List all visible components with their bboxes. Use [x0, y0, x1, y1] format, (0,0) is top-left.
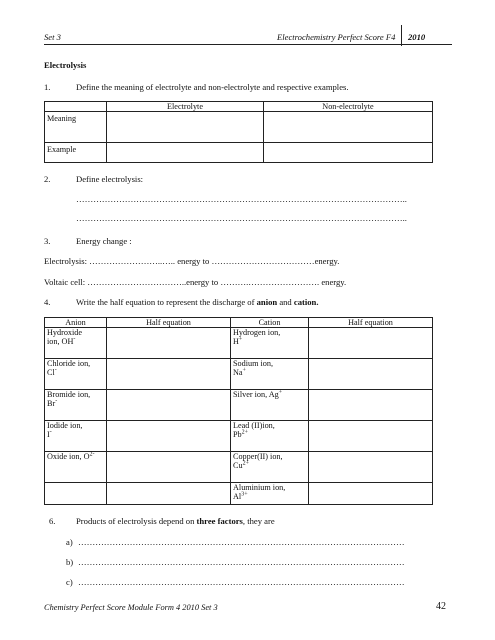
aluminium-half-equation[interactable] — [309, 483, 433, 505]
half-equation-table — [44, 317, 433, 505]
q4-text-pre: Write the half equation to represent the discharge of — [76, 297, 257, 307]
header-set: Set 3 — [44, 32, 61, 42]
q4-text-cation: cation. — [293, 297, 319, 307]
q2-number: 2. — [44, 174, 51, 184]
electrolyte-table-corner — [45, 102, 107, 112]
voltaic-fill-2[interactable]: ……….……………………. — [220, 277, 320, 287]
q2-text: Define electrolysis: — [76, 174, 144, 184]
voltaic-end: energy. — [321, 277, 347, 287]
q6-item-a-label: a) — [66, 537, 73, 547]
electrolysis-mid: energy to — [177, 256, 210, 266]
q6-text — [76, 516, 275, 526]
cation-hydrogen: Hydrogen ion, H+ — [231, 328, 309, 359]
q4-number: 4. — [44, 297, 51, 307]
q6-item-a-answer[interactable]: …………………………………………………………………………………………………… — [78, 537, 405, 547]
silver-half-equation[interactable] — [309, 390, 433, 421]
q6-item-b-answer[interactable]: …………………………………………………………………………………………………… — [78, 557, 405, 567]
cation-sodium: Sodium ion, Na+ — [231, 359, 309, 390]
voltaic-fill-1[interactable]: …………………………….. — [87, 277, 187, 287]
header-half-equation-anion: Half equation — [107, 318, 231, 328]
q2-answer-line-2[interactable]: …………………………………………………………………………………………………….. — [76, 213, 407, 223]
voltaic-label: Voltaic cell: — [44, 277, 86, 287]
page-number: 42 — [436, 601, 446, 612]
q6-text-bold: three factors — [196, 516, 243, 526]
header-cation: Cation — [231, 318, 309, 328]
q6-number: 6. — [49, 516, 56, 526]
electrolyte-table-header-electrolyte: Electrolyte — [107, 102, 264, 112]
sodium-half-equation[interactable] — [309, 359, 433, 390]
anion-hydroxide: Hydroxide ion, OH- — [45, 328, 107, 359]
iodide-half-equation[interactable] — [107, 421, 231, 452]
oxide-half-equation[interactable] — [107, 452, 231, 483]
bromide-half-equation[interactable] — [107, 390, 231, 421]
q1-text: Define the meaning of electrolyte and non-electrolyte and respective examples. — [76, 82, 349, 92]
electrolysis-end: energy. — [314, 256, 340, 266]
q3-text: Energy change : — [76, 236, 132, 246]
hydroxide-half-equation[interactable] — [107, 328, 231, 359]
non-electrolyte-meaning-answer[interactable] — [264, 112, 433, 143]
electrolysis-energy-line — [44, 256, 339, 266]
electrolyte-table-header-non-electrolyte: Non-electrolyte — [264, 102, 433, 112]
electrolysis-fill-2[interactable]: ……………………………… — [211, 256, 315, 266]
header-divider — [401, 25, 402, 46]
electrolyte-table — [44, 101, 433, 163]
section-title: Electrolysis — [44, 60, 87, 70]
electrolysis-label: Electrolysis: — [44, 256, 87, 266]
electrolyte-meaning-answer[interactable] — [107, 112, 264, 143]
cation-copper: Copper(II) ion, $Cu^{2+}$ — [231, 452, 309, 483]
voltaic-energy-line — [44, 277, 346, 287]
anion-chloride: Chloride ion, Cl- — [45, 359, 107, 390]
q6-item-b-label: b) — [66, 557, 74, 567]
cation-aluminium: Aluminium ion, $Al^{3+}$ — [231, 483, 309, 505]
chloride-half-equation[interactable] — [107, 359, 231, 390]
empty-half-equation[interactable] — [107, 483, 231, 505]
cation-silver: Silver ion, Ag+ — [231, 390, 309, 421]
non-electrolyte-example-answer[interactable] — [264, 143, 433, 163]
electrolyte-example-answer[interactable] — [107, 143, 264, 163]
q4-text — [76, 297, 318, 307]
header-rule — [44, 44, 452, 45]
q4-text-anion: anion — [256, 297, 278, 307]
q1-number: 1. — [44, 82, 51, 92]
electrolysis-fill-1[interactable]: ……………………..….. — [89, 256, 176, 266]
electrolyte-table-row-meaning: Meaning — [45, 112, 107, 143]
q6-item-c-answer[interactable]: …………………………………………………………………………………………………… — [78, 577, 405, 587]
copper-half-equation[interactable] — [309, 452, 433, 483]
anion-iodide: Iodide ion, I- — [45, 421, 107, 452]
header-title: Electrochemistry Perfect Score F4 — [277, 32, 396, 42]
q2-answer-line-1[interactable]: …………………………………………………………………………………………………….. — [76, 194, 407, 204]
lead-half-equation[interactable] — [309, 421, 433, 452]
voltaic-mid: energy to — [186, 277, 219, 287]
q6-text-post: , they are — [242, 516, 275, 526]
anion-empty — [45, 483, 107, 505]
anion-oxide: Oxide ion, $O^{2-}$ — [45, 452, 107, 483]
header-half-equation-cation: Half equation — [309, 318, 433, 328]
q4-text-mid: and — [277, 297, 294, 307]
footer-text: Chemistry Perfect Score Module Form 4 2010 Set 3 — [44, 603, 218, 612]
hydrogen-half-equation[interactable] — [309, 328, 433, 359]
q3-number: 3. — [44, 236, 51, 246]
cation-lead: Lead (II)ion, $Pb^{2+}$ — [231, 421, 309, 452]
header-anion: Anion — [45, 318, 107, 328]
electrolyte-table-row-example: Example — [45, 143, 107, 163]
anion-bromide: Bromide ion, Br- — [45, 390, 107, 421]
header-year: 2010 — [408, 32, 426, 42]
q6-item-c-label: c) — [66, 577, 73, 587]
q6-text-pre: Products of electrolysis depend on — [76, 516, 197, 526]
